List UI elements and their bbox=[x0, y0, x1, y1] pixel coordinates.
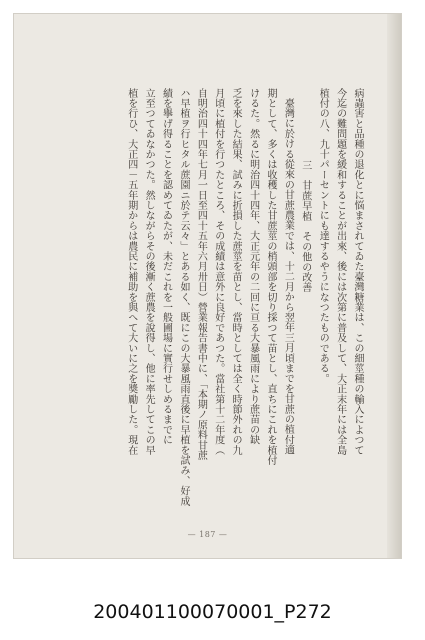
text-column: ハ早植ヲ行ヒタル蔗園ニ於テ云々」とある如く、既にこの大暴風雨直後に早植を試み、好成 bbox=[177, 88, 189, 507]
page-number: — 187 — bbox=[187, 530, 228, 539]
book-spine-shadow bbox=[387, 14, 401, 558]
text-column: けるた。然るに明治四十四年、大正元年の二回に亘る大暴風雨により蔗苗の缺 bbox=[247, 88, 259, 445]
text-column: 臺灣に於ける從來の甘蔗農業では、十二月から翌年三月頃までを甘蔗の植付適 bbox=[282, 98, 294, 455]
text-column: 今迄の難問題を緩和することが出來、後には次第に普及して、大正末年には全島 bbox=[334, 88, 346, 456]
text-column: 績を擧げ得ることを認めてゐたが、未だこれを一般圃場に實行せしめるまでに bbox=[160, 88, 172, 445]
text-column: 立至つてゐなかつた。然しながらその後漸く蔗農を說得し、他に率先してこの早 bbox=[143, 88, 155, 456]
section-heading: 三 甘蔗早植 その他の改善 bbox=[299, 160, 311, 293]
text-column: 期として、多くは收穫した甘蔗莖の梢頭部を切り採つて苗とし、直ちにこれを植付 bbox=[264, 88, 276, 466]
image-caption: 200401100070001_P272 bbox=[93, 601, 332, 623]
text-column: 乏を來した結果、試みに折損した蔗莖を苗とし、當時としては全く時節外れの九 bbox=[230, 88, 242, 456]
scanned-book-page bbox=[13, 13, 402, 559]
vertical-text-body bbox=[62, 88, 366, 508]
text-column: 植を行ひ、大正四－五年期からは農民に補助を與へて大いに之を奬勵した。現在 bbox=[125, 88, 137, 456]
text-column: 植付の八、九十パーセントにも達するやうになつたものである。 bbox=[317, 88, 329, 384]
text-column: 病蟲害と品種の退化とに悩まされてゐた臺灣糖業は、この細莖種の輸入によつて bbox=[352, 88, 363, 456]
text-column: 自明治四十四年七月一日至四十五年六月卅日）營業報告書中に、「本期ノ原料甘蔗 bbox=[195, 88, 207, 461]
text-column: 月頃に植付を行つたところ、その成績は意外に良好であつた。當社第十二年度（ bbox=[212, 88, 224, 456]
